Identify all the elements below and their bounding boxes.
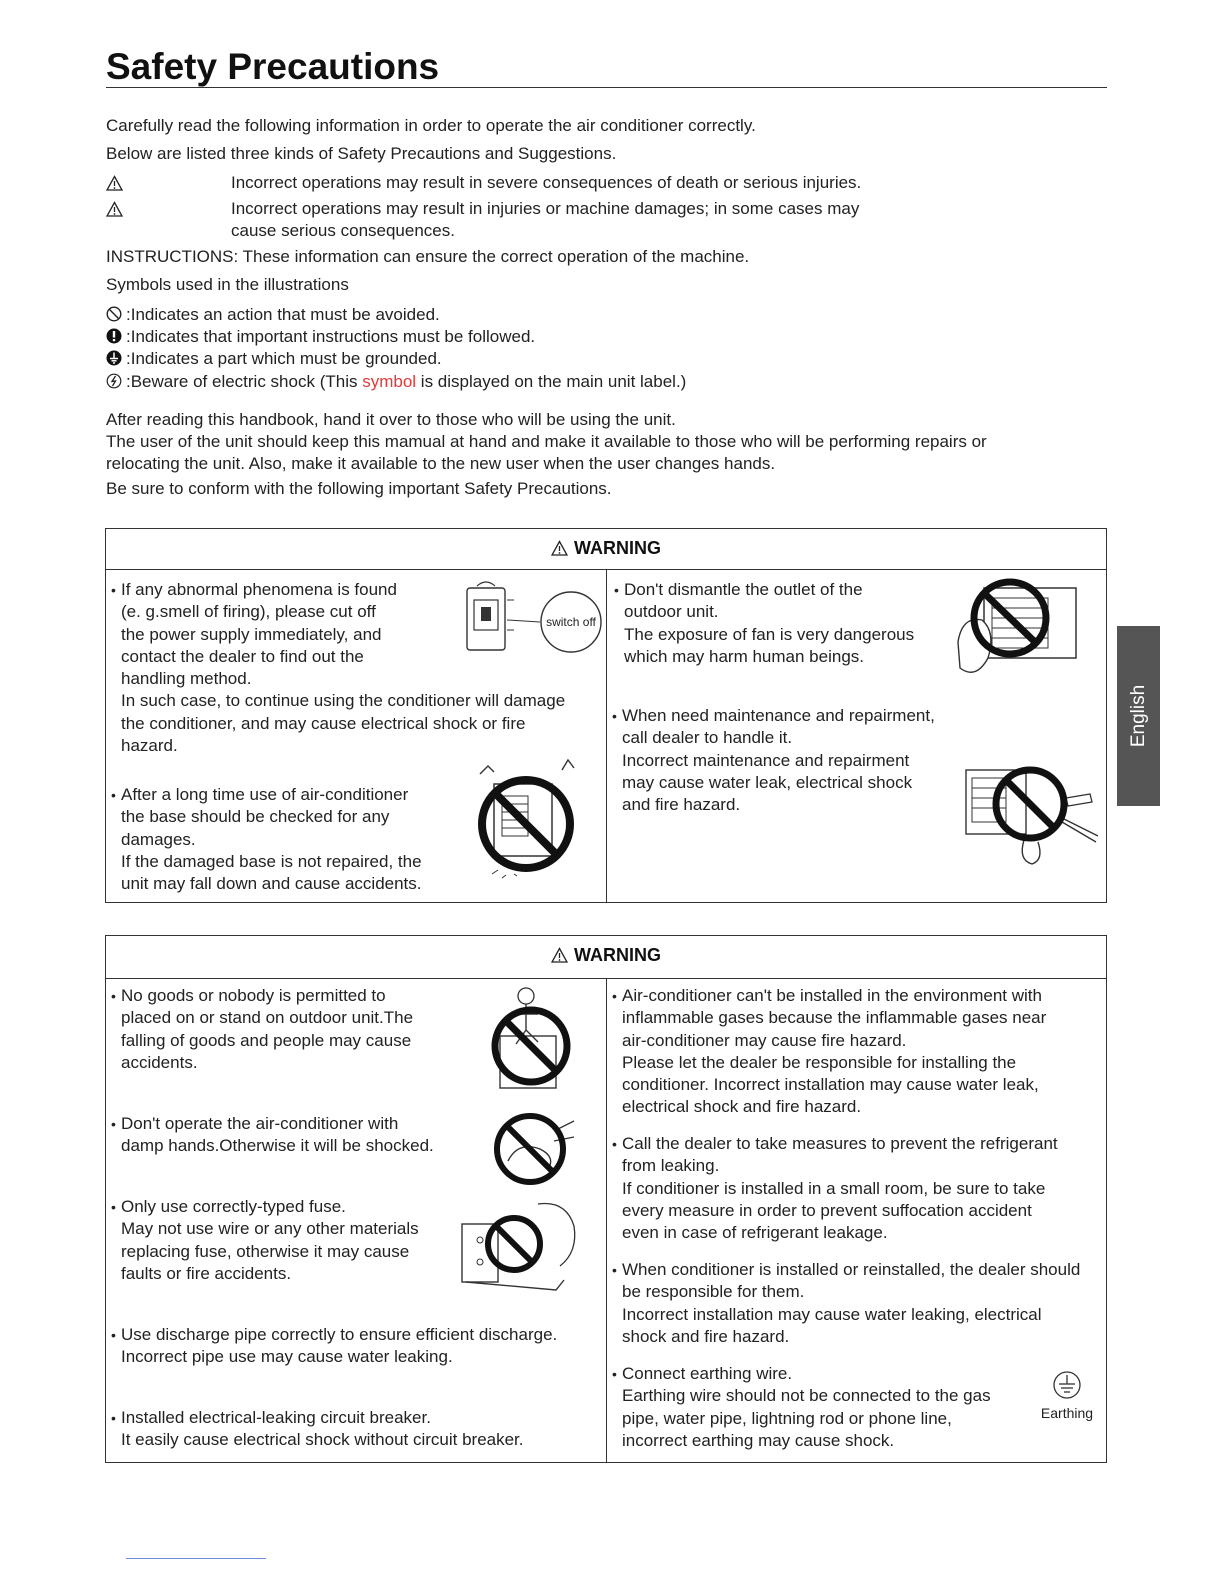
- item-line: pipe, water pipe, lightning rod or phone line,: [622, 1408, 952, 1428]
- item-line: Use discharge pipe correctly to ensure efficient discharge.: [121, 1325, 558, 1344]
- item-line: call dealer to handle it.: [622, 728, 793, 748]
- item-line: placed on or stand on outdoor unit.The: [121, 1008, 414, 1028]
- bullet: •: [612, 1262, 617, 1278]
- item-line: damages.: [121, 829, 196, 849]
- item-line: When conditioner is installed or reinstalled, the dealer should: [622, 1260, 1081, 1279]
- item-line: outdoor unit.: [624, 602, 719, 622]
- page-title: Safety Precautions: [106, 46, 440, 87]
- item-line: Call the dealer to take measures to prevent the refrigerant: [622, 1134, 1058, 1153]
- bullet: •: [111, 582, 116, 598]
- intro-line-2: Below are listed three kinds of Safety Precautions and Suggestions.: [106, 144, 617, 163]
- symbol-shock-text-a: :Beware of electric shock (This: [126, 372, 363, 391]
- item-line: the power supply immediately, and: [121, 624, 382, 644]
- symbol-follow-text: :Indicates that important instructions must be followed.: [126, 327, 536, 346]
- item-line: from leaking.: [622, 1156, 720, 1176]
- symbol-shock-red-word: symbol: [362, 372, 417, 391]
- footer-rule: [126, 1558, 266, 1559]
- item-line: Don't operate the air-conditioner with: [121, 1114, 399, 1133]
- bullet: •: [111, 1327, 116, 1343]
- item-line: incorrect earthing may cause shock.: [622, 1430, 895, 1450]
- cracked-base-prohibited-illustration: [472, 756, 582, 884]
- item-line: the conditioner, and may cause electrical shock or fire: [121, 713, 526, 733]
- item-line: accidents.: [121, 1052, 198, 1072]
- item-line: even in case of refrigerant leakage.: [622, 1223, 888, 1243]
- item-line: be responsible for them.: [622, 1282, 805, 1302]
- after-line-1: After reading this handbook, hand it over to those who will be using the unit.: [106, 410, 676, 429]
- list-item: [111, 1324, 558, 1369]
- item-line: falling of goods and people may cause: [121, 1030, 412, 1050]
- warning-box-2-header: [106, 936, 1106, 979]
- bullet: •: [111, 1410, 116, 1426]
- list-item: [612, 1259, 1081, 1348]
- item-line: Incorrect installation may cause water leaking, electrical: [622, 1304, 1042, 1324]
- item-line: After a long time use of air-conditioner: [121, 785, 409, 804]
- item-line: If any abnormal phenomena is found: [121, 580, 397, 599]
- item-line: shock and fire hazard.: [622, 1326, 790, 1346]
- after-line-2: The user of the unit should keep this mamual at hand and make it available to those who will be performing repairs or: [106, 432, 987, 451]
- warning-box-1-divider: [606, 569, 607, 902]
- bullet: •: [111, 787, 116, 803]
- earthing-label: Earthing: [1040, 1405, 1094, 1421]
- symbol-follow-row: [106, 326, 535, 348]
- symbol-avoid-text: :Indicates an action that must be avoided.: [126, 305, 440, 324]
- bullet: •: [111, 1116, 116, 1132]
- item-line: Please let the dealer be responsible for installing the: [622, 1052, 1017, 1072]
- item-line: Air-conditioner can't be installed in the environment with: [622, 986, 1042, 1005]
- mandatory-action-icon: [106, 328, 122, 344]
- item-line: Incorrect maintenance and repairment: [622, 750, 910, 770]
- ground-icon: [106, 350, 122, 366]
- fan-outlet-prohibited-illustration: [952, 572, 1082, 684]
- item-line: electrical shock and fire hazard.: [622, 1097, 862, 1117]
- warning-triangle-icon: [551, 947, 568, 963]
- repair-prohibited-illustration: [958, 752, 1104, 868]
- list-item: [612, 985, 1047, 1119]
- item-line: every measure in order to prevent suffocation accident: [622, 1200, 1032, 1220]
- item-line: inflammable gases because the inflammable gases near: [622, 1008, 1047, 1028]
- item-line: (e. g.smell of firing), please cut off: [121, 602, 376, 622]
- bullet: •: [612, 1136, 617, 1152]
- warning-box-2-title: WARNING: [574, 945, 661, 965]
- item-line: If the damaged base is not repaired, the: [121, 851, 422, 871]
- bullet: •: [614, 582, 619, 598]
- bullet: •: [111, 988, 116, 1004]
- bullet: •: [612, 988, 617, 1004]
- symbol-avoid-row: [106, 304, 440, 326]
- list-item: [111, 1196, 419, 1285]
- list-item: [111, 985, 414, 1074]
- item-line: Connect earthing wire.: [622, 1364, 793, 1383]
- electric-shock-icon: [106, 373, 122, 389]
- item-line: and fire hazard.: [622, 795, 741, 815]
- caution-triangle-icon: [106, 201, 123, 217]
- list-item: [612, 1133, 1058, 1244]
- item-line: faults or fire accidents.: [121, 1263, 292, 1283]
- symbol-shock-row: [106, 371, 686, 393]
- no-standing-on-unit-illustration: [486, 984, 578, 1096]
- symbol-ground-text: :Indicates a part which must be grounded.: [126, 349, 442, 368]
- list-item: [111, 784, 422, 895]
- after-line-3: relocating the unit. Also, make it available to the new user when the user changes hands.: [106, 454, 776, 473]
- bullet: •: [612, 708, 617, 724]
- item-line: When need maintenance and repairment,: [622, 706, 935, 725]
- item-line: hazard.: [121, 736, 178, 756]
- caution-description-2: cause serious consequences.: [231, 221, 455, 240]
- item-line: conditioner. Incorrect installation may cause water leak,: [622, 1075, 1039, 1095]
- item-line: damp hands.Otherwise it will be shocked.: [121, 1136, 434, 1156]
- fuse-prohibited-illustration: [456, 1196, 580, 1296]
- no-wet-hands-illustration: [488, 1111, 578, 1187]
- bullet: •: [111, 1199, 116, 1215]
- item-line: Don't dismantle the outlet of the: [624, 580, 863, 599]
- language-tab[interactable]: [1117, 626, 1160, 806]
- prohibited-icon: [106, 306, 122, 322]
- warning-description: Incorrect operations may result in severe consequences of death or serious injuries.: [231, 173, 862, 192]
- warning-triangle-icon: [551, 540, 568, 556]
- language-tab-label: English: [1127, 684, 1149, 748]
- warning-box-1-header: [106, 529, 1106, 570]
- item-line: the base should be checked for any: [121, 807, 390, 827]
- warning-box-1-title: WARNING: [574, 538, 661, 558]
- list-item: [614, 579, 915, 668]
- item-line: unit may fall down and cause accidents.: [121, 874, 422, 894]
- warning-box-2-divider: [606, 978, 607, 1462]
- switch-off-label: switch off: [546, 615, 596, 629]
- item-line: If conditioner is installed in a small room, be sure to take: [622, 1178, 1046, 1198]
- list-item: [111, 1113, 434, 1158]
- bullet: •: [612, 1366, 617, 1382]
- symbol-shock-text-b: is displayed on the main unit label.): [416, 372, 687, 391]
- list-item: [612, 705, 935, 816]
- item-line: may cause water leak, electrical shock: [622, 772, 913, 792]
- item-line: which may harm human beings.: [624, 646, 865, 666]
- title-underline: [106, 87, 1107, 88]
- item-line: Incorrect pipe use may cause water leaking.: [121, 1347, 453, 1367]
- earthing-illustration: [1040, 1369, 1100, 1425]
- list-item: [111, 1407, 524, 1452]
- item-line: handling method.: [121, 669, 252, 689]
- list-item: [612, 1363, 991, 1452]
- instructions-line: INSTRUCTIONS: These information can ensure the correct operation of the machine.: [106, 247, 750, 266]
- item-line: In such case, to continue using the conditioner will damage: [121, 691, 566, 711]
- item-line: The exposure of fan is very dangerous: [624, 624, 915, 644]
- switch-off-illustration: [462, 580, 604, 660]
- item-line: air-conditioner may cause fire hazard.: [622, 1030, 907, 1050]
- item-line: replacing fuse, otherwise it may cause: [121, 1241, 410, 1261]
- after-line-4: Be sure to conform with the following important Safety Precautions.: [106, 479, 612, 498]
- symbols-heading: Symbols used in the illustrations: [106, 275, 349, 294]
- item-line: Only use correctly-typed fuse.: [121, 1197, 346, 1216]
- symbol-ground-row: [106, 348, 442, 370]
- item-line: contact the dealer to find out the: [121, 646, 364, 666]
- item-line: Installed electrical-leaking circuit breaker.: [121, 1408, 431, 1427]
- item-line: May not use wire or any other materials: [121, 1219, 419, 1239]
- caution-description-1: Incorrect operations may result in injuries or machine damages; in some cases may: [231, 199, 860, 218]
- item-line: No goods or nobody is permitted to: [121, 986, 386, 1005]
- warning-triangle-icon: [106, 175, 123, 191]
- item-line: Earthing wire should not be connected to the gas: [622, 1386, 991, 1406]
- intro-line-1: Carefully read the following information in order to operate the air conditioner correctly.: [106, 116, 756, 135]
- item-line: It easily cause electrical shock without circuit breaker.: [121, 1430, 524, 1450]
